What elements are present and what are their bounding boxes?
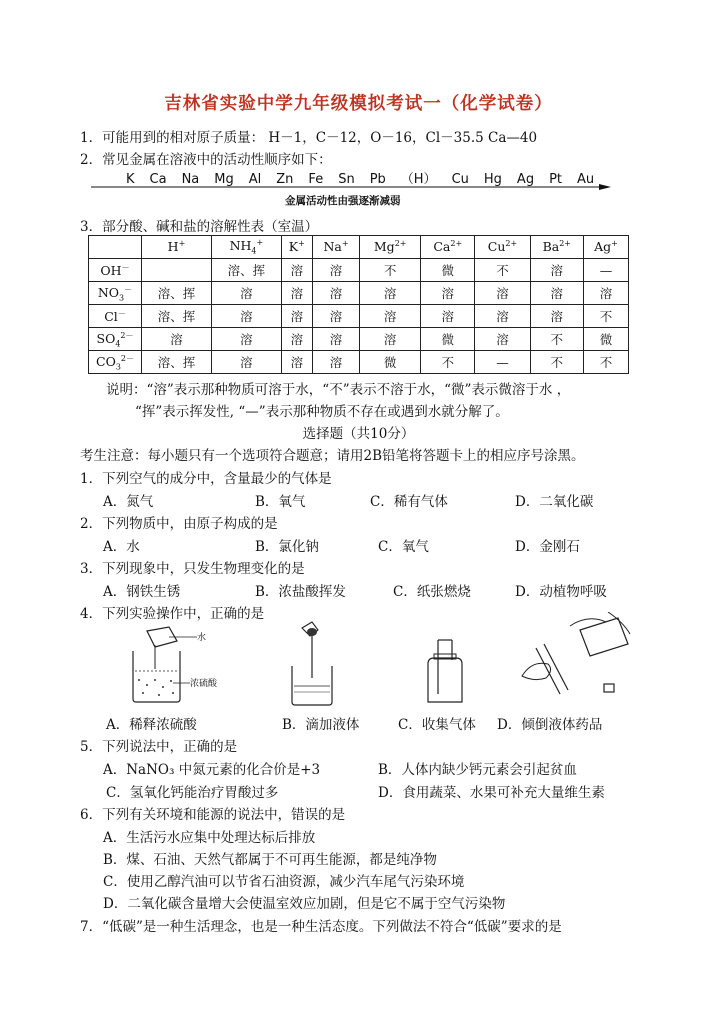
metal-symbol: Al <box>248 172 262 187</box>
metal-symbol: Zn <box>276 172 294 187</box>
solubility-cell: 溶、挥 <box>211 259 281 282</box>
solubility-cell: 溶 <box>281 351 312 374</box>
q1-stem: 1．下列空气的成分中，含量最少的气体是 <box>80 471 332 487</box>
dropper-beaker-icon <box>282 618 342 708</box>
ion-charge: 2+ <box>394 239 407 249</box>
anion-header <box>89 351 142 374</box>
intro-solubility-title: 3．部分酸、碱和盐的溶解性表（室温） <box>80 219 319 235</box>
solubility-cell: 溶 <box>475 282 530 305</box>
table-row <box>89 328 629 351</box>
ion-symbol: Cu <box>487 239 506 255</box>
solubility-cell: — <box>475 351 530 374</box>
solubility-cell <box>142 259 212 282</box>
ion-charge: 2+ <box>505 239 518 249</box>
ion-symbol: Mg <box>373 239 395 255</box>
metal-symbol: Na <box>181 172 200 187</box>
table-row <box>89 259 629 282</box>
q4-option-d: D．倾倒液体药品 <box>497 717 603 733</box>
q4-stem: 4．下列实验操作中，正确的是 <box>80 606 265 622</box>
solubility-cell: — <box>584 259 629 282</box>
ion-symbol: NO <box>97 284 120 300</box>
ion-charge: + <box>611 239 618 249</box>
q1-option-d: D．二氧化碳 <box>515 494 594 510</box>
solubility-cell: 溶 <box>312 328 359 351</box>
page-title: 吉林省实验中学九年级模拟考试一（化学试卷） <box>164 94 553 114</box>
metal-symbol: Cu <box>451 172 469 187</box>
q4-option-c: C．收集气体 <box>398 717 476 733</box>
pour-liquid-icon <box>518 612 633 700</box>
anion-header <box>89 259 142 282</box>
solubility-cell: 微 <box>584 328 629 351</box>
solubility-cell: 不 <box>530 351 583 374</box>
q2-stem: 2．下列物质中，由原子构成的是 <box>80 516 278 532</box>
solubility-cell: 溶 <box>360 282 421 305</box>
ion-subscript: 4 <box>251 246 257 256</box>
solubility-cell: 溶 <box>312 305 359 328</box>
solubility-cell: 微 <box>421 259 475 282</box>
solubility-cell: 溶、挥 <box>142 305 212 328</box>
metal-symbol: Au <box>577 172 595 187</box>
metal-symbol: Ca <box>149 172 167 187</box>
ion-charge: 2+ <box>559 239 572 249</box>
cation-header <box>142 236 212 259</box>
solubility-cell: 溶 <box>211 351 281 374</box>
q3-option-b: B．浓盐酸挥发 <box>255 584 346 600</box>
solubility-cell: 溶 <box>584 282 629 305</box>
solubility-cell: 溶 <box>421 305 475 328</box>
solubility-cell: 溶 <box>312 259 359 282</box>
ion-symbol: Cl <box>104 309 118 325</box>
metal-symbol: Sn <box>338 172 355 187</box>
q6-option-a: A．生活污水应集中处理达标后排放 <box>103 830 316 846</box>
solubility-cell: 溶 <box>281 282 312 305</box>
table-header-row <box>89 236 629 259</box>
cation-header <box>360 236 421 259</box>
q1-option-b: B．氧气 <box>255 494 306 510</box>
ion-symbol: Ca <box>433 239 451 255</box>
ion-subscript: 3 <box>115 362 121 372</box>
q6-option-c: C．使用乙醇汽油可以节省石油资源，减少汽车尾气污染环境 <box>103 874 465 890</box>
solubility-cell: 溶 <box>360 305 421 328</box>
label-water: 水 <box>197 633 207 643</box>
solubility-cell: 溶 <box>281 305 312 328</box>
ion-symbol: K <box>288 239 299 255</box>
ion-charge: + <box>256 238 264 248</box>
q1-option-c: C．稀有气体 <box>370 494 448 510</box>
ion-charge: 2－ <box>120 330 134 340</box>
ion-symbol: Ag <box>594 239 612 255</box>
label-concentrated-acid: 浓硫酸 <box>190 679 218 689</box>
solubility-cell: 不 <box>584 305 629 328</box>
cation-header <box>530 236 583 259</box>
solubility-cell: 溶 <box>312 282 359 305</box>
solubility-cell: 溶 <box>360 328 421 351</box>
solubility-cell: 溶、挥 <box>142 282 212 305</box>
ion-charge: － <box>124 284 133 294</box>
cation-header <box>421 236 475 259</box>
solubility-cell: 溶 <box>421 282 475 305</box>
q5-option-a: A．NaNO₃ 中氮元素的化合价是+3 <box>103 762 321 778</box>
cation-header <box>211 236 281 259</box>
ion-symbol: Ba <box>542 239 560 255</box>
q6-option-b: B．煤、石油、天然气都属于不可再生能源，都是纯净物 <box>103 852 437 868</box>
solubility-cell: 溶 <box>530 282 583 305</box>
solubility-cell: 溶 <box>475 328 530 351</box>
metal-symbol: Mg <box>214 172 234 187</box>
ion-charge: 2－ <box>120 353 134 363</box>
solubility-cell: 不 <box>360 259 421 282</box>
solubility-cell: 不 <box>421 351 475 374</box>
ion-symbol: CO <box>96 353 116 369</box>
ion-symbol: OH <box>100 263 122 279</box>
table-row <box>89 351 629 374</box>
note-line-2: “挥”表示挥发性, “—”表示那种物质不存在或遇到水就分解了。 <box>135 404 509 420</box>
q4-option-b: B．滴加液体 <box>282 717 360 733</box>
q2-option-b: B．氯化钠 <box>255 539 319 555</box>
ion-symbol: Na <box>323 239 342 255</box>
q2-option-c: C．氧气 <box>378 539 429 555</box>
q5-stem: 5．下列说法中，正确的是 <box>80 739 238 755</box>
arrow-caption: 金属活动性由强逐渐减弱 <box>285 195 401 207</box>
ion-symbol: H <box>167 239 179 255</box>
solubility-cell: 溶 <box>142 328 212 351</box>
ion-symbol: NH <box>229 238 252 254</box>
ion-subscript: 3 <box>119 293 125 303</box>
cation-header <box>475 236 530 259</box>
solubility-cell: 溶 <box>211 305 281 328</box>
metal-symbol: Pb <box>369 172 386 187</box>
anion-header <box>89 328 142 351</box>
cation-header <box>312 236 359 259</box>
metal-symbol: Fe <box>308 172 324 187</box>
note-line-1: 说明：“溶”表示那种物质可溶于水，“不”表示不溶于水，“微”表示微溶于水 ， <box>106 382 571 398</box>
metal-symbol: Pt <box>549 172 563 187</box>
anion-header <box>89 282 142 305</box>
metal-symbol: Hg <box>483 172 502 187</box>
intro-activity-series: 2．常见金属在溶液中的活动性顺序如下： <box>80 152 332 168</box>
q5-option-b: B．人体内缺少钙元素会引起贫血 <box>378 762 577 778</box>
ion-charge: 2+ <box>450 239 463 249</box>
ion-charge: + <box>298 239 305 249</box>
table-row <box>89 282 629 305</box>
cation-header <box>584 236 629 259</box>
q3-option-d: D．动植物呼吸 <box>515 584 607 600</box>
solubility-cell: 溶 <box>281 259 312 282</box>
q5-option-c: C．氢氧化钙能治疗胃酸过多 <box>106 785 279 801</box>
section-heading: 选择题（共10分） <box>302 426 415 442</box>
metal-symbol: K <box>126 172 135 187</box>
solubility-cell: 溶 <box>475 305 530 328</box>
metal-symbol: Ag <box>516 172 535 187</box>
solubility-table <box>88 235 629 374</box>
table-row <box>89 305 629 328</box>
ion-charge: － <box>117 308 126 318</box>
cation-header <box>281 236 312 259</box>
q4-option-a: A．稀释浓硫酸 <box>106 717 197 733</box>
exam-notice: 考生注意：每小题只有一个选项符合题意；请用2B铅笔将答题卡上的相应序号涂黑。 <box>80 448 585 464</box>
solubility-cell: 不 <box>584 351 629 374</box>
q1-option-a: A．氮气 <box>103 494 154 510</box>
ion-charge: + <box>341 239 349 249</box>
ion-charge: + <box>178 239 186 249</box>
ion-symbol: SO <box>96 330 116 346</box>
q2-option-d: D．金刚石 <box>515 539 580 555</box>
solubility-cell: 溶 <box>312 351 359 374</box>
solubility-cell: 微 <box>360 351 421 374</box>
q3-option-a: A．钢铁生锈 <box>103 584 181 600</box>
q5-option-d: D．食用蔬菜、水果可补充大量维生素 <box>378 785 605 801</box>
solubility-cell: 微 <box>421 328 475 351</box>
solubility-cell: 不 <box>530 328 583 351</box>
intro-atomic-mass: 1．可能用到的相对原子质量： H－1，C－12，O－16，Cl－35.5 Ca—40 <box>80 130 538 146</box>
solubility-cell: 不 <box>475 259 530 282</box>
solubility-cell: 溶 <box>211 328 281 351</box>
solubility-cell: 溶 <box>530 305 583 328</box>
metal-symbol: （H） <box>400 172 437 187</box>
ion-subscript: 4 <box>115 339 121 349</box>
anion-header <box>89 305 142 328</box>
solubility-cell: 溶 <box>530 259 583 282</box>
q2-option-a: A．水 <box>103 539 140 555</box>
ion-charge: － <box>121 262 130 272</box>
cation-header <box>89 236 142 259</box>
q6-stem: 6．下列有关环境和能源的说法中，错误的是 <box>80 807 346 823</box>
q6-option-d: D．二氧化碳含量增大会使温室效应加剧，但是它不属于空气污染物 <box>103 896 506 912</box>
dilute-acid-beaker-icon <box>125 625 240 705</box>
q7-stem: 7．“低碳”是一种生活理念，也是一种生活态度。下列做法不符合“低碳”要求的是 <box>80 919 562 935</box>
q3-stem: 3．下列现象中，只发生物理变化的是 <box>80 561 305 577</box>
solubility-cell: 溶、挥 <box>142 351 212 374</box>
gas-bottle-icon <box>420 636 470 706</box>
solubility-cell: 溶 <box>281 328 312 351</box>
q3-option-c: C．纸张燃烧 <box>393 584 471 600</box>
solubility-cell: 溶 <box>211 282 281 305</box>
